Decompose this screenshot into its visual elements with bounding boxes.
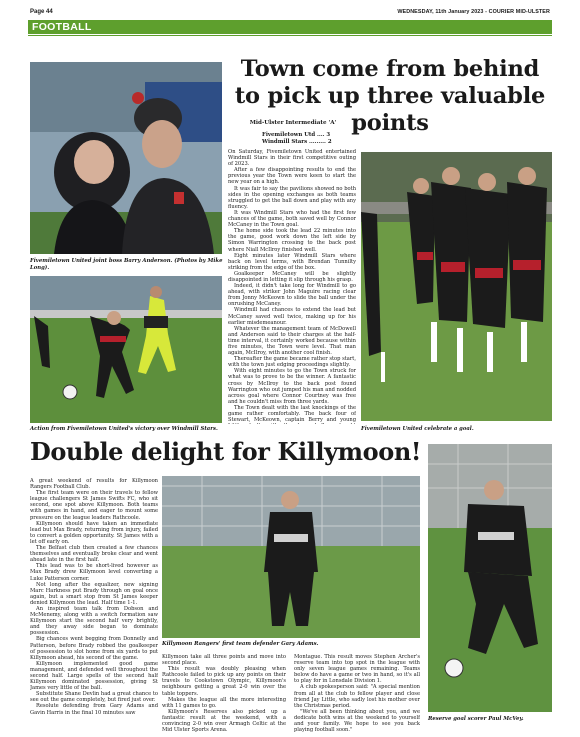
paragraph: This result was doubly pleasing when Rathcoole failed to pick up any points on their travels to Cookstown Olympic, Killymoon's neighbours getting a great 2-0 win over the table toppers. xyxy=(162,666,286,697)
paragraph: Resolute defending from Gary Adams and Gavin Harris in the final 10 minutes saw xyxy=(30,703,158,716)
photo-coaches xyxy=(30,62,222,254)
headline-killymoon: Double delight for Killymoon! xyxy=(30,437,422,466)
paragraph: The first team were on their travels to fellow league challengers St James Swifts FC, who sit second, one spot above Killymoon. Both teams with games in hand, and eager to mount some pressure on the league leaders Rathcoole. xyxy=(30,490,158,521)
caption-coaches: Fivemiletown United joint boss Barry Anderson. (Photos by Mike Long). xyxy=(30,258,223,271)
photo-defender xyxy=(162,476,420,638)
section-rule xyxy=(28,35,552,36)
photo-celebrate xyxy=(361,152,552,421)
section-banner xyxy=(28,20,552,34)
caption-celebrate: Fivemiletown United celebrate a goal. xyxy=(361,426,474,432)
paragraph: Killymoon implemented good game management, and defended well throughout the second half. Large spells of the second half Killymoon dominated possession, giving St James very little of the ball. xyxy=(30,660,158,692)
score-home: Fivemiletown Utd .... 3 xyxy=(262,132,331,138)
paragraph: Whatever the management team of McDowell and Anderson said to their charges at the half-time interval, it certainly worked because within five minutes, the Town were level. That man again, McIlroy, with another cool finish. xyxy=(228,325,356,357)
headline-town: Town come from behind to pick up three valuable points xyxy=(234,56,546,136)
paragraph: Eight minutes later Windmill Stars where back on level terms, with Brendan Tunnilty striking from the edge of the box. xyxy=(228,252,356,271)
paragraph: Makes the league all the more interesting with 11 games to go. xyxy=(162,696,286,709)
story-killymoon-col2 xyxy=(162,654,286,732)
caption-action: Action from Fivemiletown United's victory over Windmill Stars. xyxy=(30,426,218,432)
photo-scorer xyxy=(428,444,552,712)
paragraph: It was Windmill Stars who had the first few chances of the game, both saved well by Connor McCaney in the Town goal. xyxy=(228,209,356,229)
paragraph: The Belfast club then created a few chances themselves and eventually broke clear and went ahead late in the first half. xyxy=(30,545,158,564)
paragraph: After a few disappointing results to end the previous year the Town were keen to start the new year on a high. xyxy=(228,167,356,186)
paragraph: The home side took the lead 22 minutes into the game, good work down the left side by Simon Warrington crossing to the back post where Niall McIlroy finished well. xyxy=(228,228,356,253)
paragraph: Substitute Shane Devlin had a great chance to see out the game completely, but fired just over. xyxy=(30,691,158,704)
caption-defender: Killymoon Rangers' first team defender Gary Adams. xyxy=(162,641,319,647)
story-killymoon-col3 xyxy=(294,654,420,732)
caption-scorer: Reserve goal scorer Paul McVey. xyxy=(428,716,524,722)
paragraph: Big chances went begging from Donnelly and Patterson, before Brady robbed the goalkeeper of possession to slot home from six yards to put Killymoon ahead, his second of the game. xyxy=(30,636,158,661)
paragraph: Indeed, it didn't take long for Windmill to go ahead, with striker John Maguire racing clear from Jonny McKeown to slide the ball under the onrushing McCaney. xyxy=(228,283,356,308)
paragraph: Goalkeeper McCaney will be slightly disappointed in letting it slip through his grasp. xyxy=(228,270,356,283)
photo-action xyxy=(30,276,222,423)
paragraph: Killymoon take all three points and move into second place. xyxy=(162,654,286,667)
story-killymoon-col1 xyxy=(30,478,158,728)
paragraph: On Saturday, Fivemiletown United entertained Windmill Stars in their first competitive outing of 2023. xyxy=(228,149,356,168)
score-division: Mid-Ulster Intermediate 'A' xyxy=(249,120,337,126)
paragraph: This lead was to be short-lived however as Max Brady drew Killymoon level converting a Luke Patterson corner. xyxy=(30,563,158,582)
paragraph: Not long after the equalizer, new signing Marc Harkness put Brady through on goal once again, but a smart stop from St James keeper denied Killymoon the lead. Half time 1-1. xyxy=(30,581,158,606)
paragraph: Windmill had chances to extend the lead but McCaney saved well twice, making up for his earlier misdemeanour. xyxy=(228,307,356,326)
paragraph: Thereafter the game became rather stop start, with the town just edging proceedings slightly. xyxy=(228,356,356,369)
page-number: Page 44 xyxy=(30,9,53,15)
paragraph: Montague. This result moves Stephen Archer's reserve team into top spot in the league with only seven league games remaining. Teams below do have a game or two in hand, so it's all to play for in Lonsdale Division 1. xyxy=(294,654,420,685)
score-away: Windmill Stars ......... 2 xyxy=(262,139,332,145)
paragraph: Killymoon's Reserves also picked up a fantastic result at the weekend, with a convincing 2-0 win over Armagh Celtic at the Mid Ulster Sports Arena. xyxy=(162,708,286,732)
paragraph: A great weekend of results for Killymoon Rangers Football Club. xyxy=(30,478,158,491)
paragraph: The Town dealt with the last knockings of the game rather comfortably. The back four of Stewart, McKeown, captain Berry and young xyxy=(228,404,356,424)
paragraph: With eight minutes to go the Town struck for what was to prove to be the winner. A fantastic cross by McIlroy to the back post found Warrington who out jumped his man and nodded across goal where Connor Courtney was free and he couldn't miss from three yards. xyxy=(228,368,356,405)
dateline: WEDNESDAY, 11th January 2023 - COURIER MID-ULSTER xyxy=(397,9,550,15)
paragraph: "We've all been thinking about you, and we dedicate both wins at the weekend to yourself and your family. We hope to see you back playing football soon." xyxy=(294,708,420,732)
story-town-body xyxy=(228,149,356,424)
section-title: FOOTBALL xyxy=(32,21,92,33)
paragraph: It was fair to say the pavilions showed no both sides in the opening exchanges as both teams struggled to get the ball down and play with any fluency. xyxy=(228,185,356,210)
paragraph: An inspired team talk from Dobson and McMenemy, along with a switch formation saw Killymoon start the second half very brightly, and they away side began to dominate possession. xyxy=(30,605,158,637)
paragraph: A club spokesperson said: "A special mention from all at the club to fellow player and close friend Jay Little, who sadly lost his mother over the Christmas period. xyxy=(294,684,420,709)
paragraph: Killymoon should have taken an immediate lead but Max Brady, returning from injury, failed to convert a golden opportunity. St James with a let off early on. xyxy=(30,520,158,545)
